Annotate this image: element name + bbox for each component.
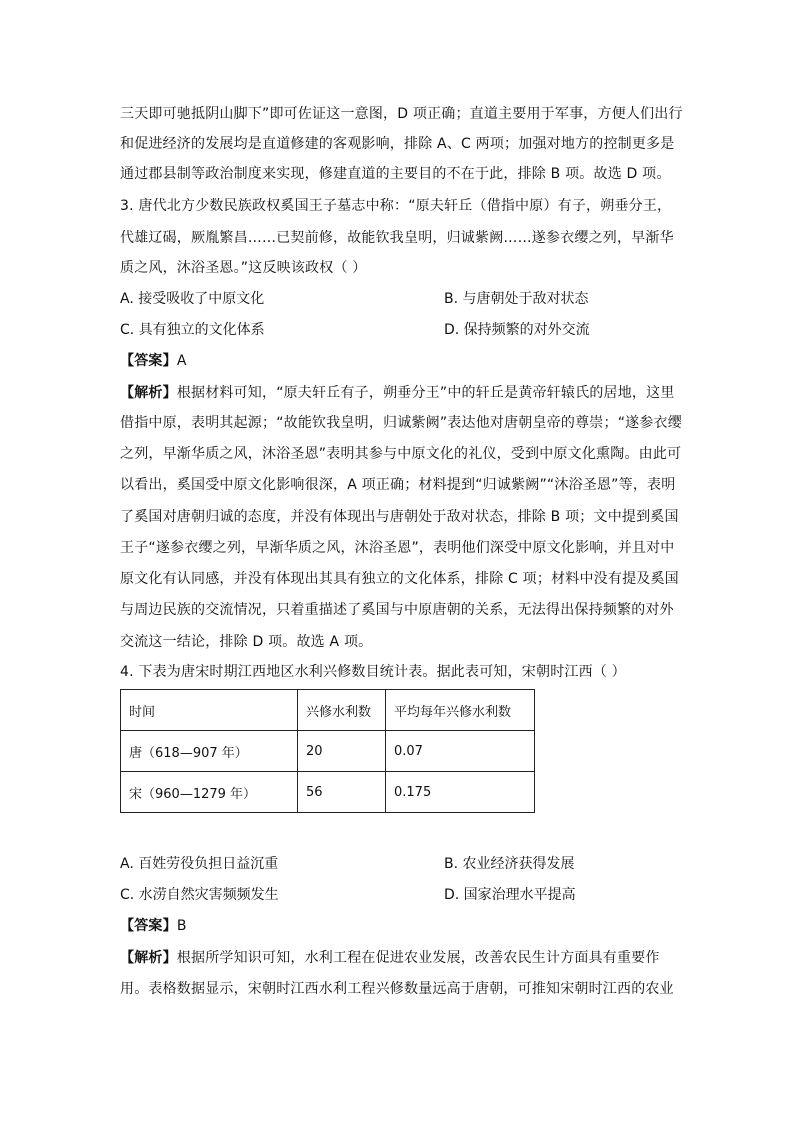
answer-value: A — [176, 353, 187, 369]
analysis-text: 用。表格数据显示，宋朝时江西水利工程兴修数量远高于唐朝，可推知宋朝时江西的农业 — [120, 981, 674, 997]
table-cell: 56 — [298, 772, 386, 813]
question-3-stem: 代雄辽碣，厥胤繁昌……已契前修，故能钦我皇明，归诚紫阙……遂参衣缨之列，早渐华 — [120, 230, 674, 246]
text-line: 和促进经济的发展均是直道修建的客观影响，排除 A、C 两项；加强对地方的控制更多是 — [120, 136, 675, 152]
analysis-line — [120, 383, 675, 403]
analysis-line — [120, 948, 660, 968]
analysis-text: 根据材料可知，“原夫轩丘有子，朔垂分王”中的轩丘是黄帝轩辕氏的居地，这里 — [176, 385, 675, 401]
analysis-text: 以看出，奚国受中原文化影响很深，A 项正确；材料提到“归诚紫阙”“沐浴圣恩”等，表明 — [120, 477, 676, 493]
analysis-text: 交流这一结论，排除 D 项。故选 A 项。 — [120, 634, 373, 650]
table-cell: 0.07 — [386, 731, 535, 772]
option-a: A. 接受吸收了中原文化 — [120, 291, 265, 307]
table-header-cell: 时间 — [121, 690, 298, 731]
option-c: C. 水涝自然灾害频频发生 — [120, 887, 279, 903]
answer-line — [120, 351, 187, 371]
question-3-stem: 质之风，沐浴圣恩。”这反映该政权（ ） — [120, 260, 367, 276]
option-b: B. 农业经济获得发展 — [444, 856, 575, 872]
water-conservancy-table — [120, 689, 535, 813]
text-line: 三天即可驰抵阴山脚下”即可佐证这一意图，D 项正确；直道主要用于军事，方便人们出行 — [120, 106, 683, 122]
answer-label: 【答案】 — [120, 353, 177, 369]
table-header-cell: 平均每年兴修水利数 — [386, 690, 535, 731]
option-b: B. 与唐朝处于敌对状态 — [444, 291, 589, 307]
option-c: C. 具有独立的文化体系 — [120, 322, 265, 338]
option-a: A. 百姓劳役负担日益沉重 — [120, 856, 279, 872]
analysis-text: 原文化有认同感，并没有体现出其具有独立的文化体系，排除 C 项；材料中没有提及奚国 — [120, 571, 679, 587]
question-4-stem: 4. 下表为唐宋时期江西地区水利兴修数目统计表。据此表可知，宋朝时江西（ ） — [120, 664, 626, 680]
table-row — [121, 772, 535, 813]
answer-value: B — [176, 918, 187, 934]
analysis-text: 之列，早渐华质之风，沐浴圣恩”表明其参与中原文化的礼仪，受到中原文化熏陶。由此可 — [120, 446, 682, 462]
table-header-row — [121, 690, 535, 731]
table-cell: 0.175 — [386, 772, 535, 813]
analysis-text: 借指中原，表明其起源；“故能钦我皇明，归诚紫阙”表达他对唐朝皇帝的尊崇；“遂参衣缨 — [120, 415, 682, 431]
analysis-text: 王子“遂参衣缨之列，早渐华质之风，沐浴圣恩”，表明他们深受中原文化影响，并且对中 — [120, 540, 675, 556]
analysis-text: 与周边民族的交流情况，只着重描述了奚国与中原唐朝的关系，无法得出保持频繁的对外 — [120, 602, 674, 618]
analysis-text: 根据所学知识可知，水利工程在促进农业发展，改善农民生计方面具有重要作 — [176, 950, 660, 966]
analysis-label: 【解析】 — [120, 950, 177, 966]
table-cell: 20 — [298, 731, 386, 772]
table-cell: 唐（618—907 年） — [121, 731, 298, 772]
option-d: D. 国家治理水平提高 — [444, 887, 576, 903]
answer-label: 【答案】 — [120, 918, 177, 934]
answer-line — [120, 916, 187, 936]
table-row — [121, 731, 535, 772]
option-d: D. 保持频繁的对外交流 — [444, 322, 590, 338]
text-line: 通过郡县制等政治制度来实现，修建直道的主要目的不在于此，排除 B 项。故选 D 项。 — [120, 166, 671, 182]
question-3-stem: 3. 唐代北方少数民族政权奚国王子墓志中称：“原夫轩丘（借指中原）有子，朔垂分王， — [120, 198, 672, 214]
analysis-label: 【解析】 — [120, 385, 177, 401]
analysis-text: 了奚国对唐朝归诚的态度，并没有体现出与唐朝处于敌对状态，排除 B 项；文中提到奚国 — [120, 509, 679, 525]
table-cell: 宋（960—1279 年） — [121, 772, 298, 813]
table-header-cell: 兴修水利数 — [298, 690, 386, 731]
